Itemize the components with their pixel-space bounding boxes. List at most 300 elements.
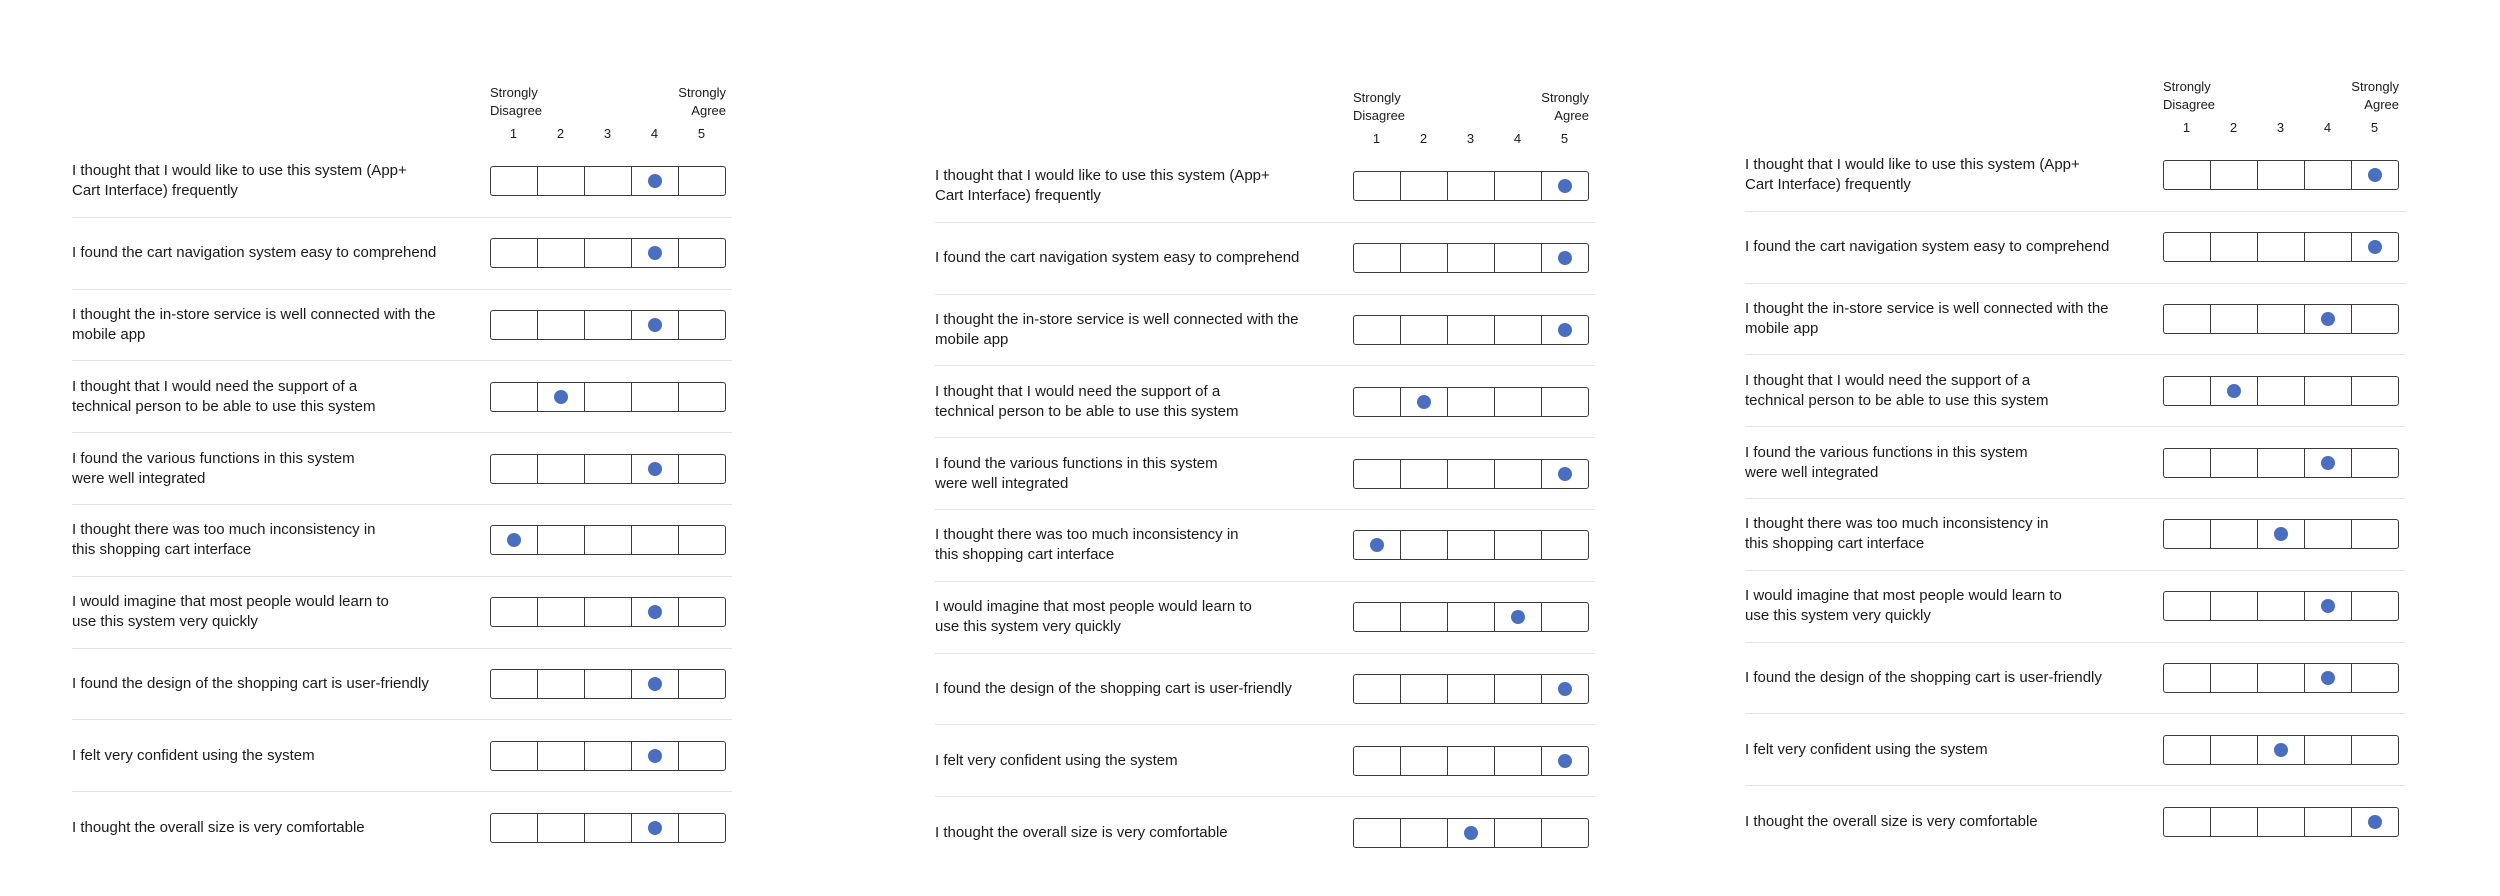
- likert-option-5[interactable]: [2352, 377, 2398, 405]
- likert-option-5[interactable]: [2352, 449, 2398, 477]
- question-statement: I thought that I would need the support of a technical person to be able to use this system: [72, 377, 376, 415]
- likert-option-5[interactable]: [2352, 161, 2398, 189]
- likert-option-4[interactable]: [2305, 592, 2352, 620]
- likert-option-3[interactable]: [2258, 520, 2305, 548]
- selected-rating-dot: [648, 462, 662, 476]
- scale-number-1: 1: [1372, 131, 1381, 146]
- question-statement: I would imagine that most people would learn to use this system very quickly: [72, 593, 389, 631]
- scale-numbers: [1353, 131, 1589, 147]
- strongly-disagree-label: Strongly Disagree: [490, 85, 543, 118]
- likert-option-5[interactable]: [1542, 531, 1588, 559]
- likert-scale: [490, 166, 726, 196]
- likert-option-3[interactable]: [585, 814, 632, 842]
- question-row: [1745, 643, 2405, 715]
- question-row: [935, 295, 1595, 367]
- likert-option-4[interactable]: [1495, 675, 1542, 703]
- question-statement: I thought there was too much inconsistency in this shopping cart interface: [935, 526, 1239, 564]
- likert-option-4[interactable]: [2305, 449, 2352, 477]
- likert-scale: [490, 597, 726, 627]
- likert-option-1[interactable]: [2164, 592, 2211, 620]
- likert-option-5[interactable]: [679, 670, 725, 698]
- question-statement: I felt very confident using the system: [72, 746, 315, 764]
- likert-option-1[interactable]: [1354, 460, 1401, 488]
- likert-option-4[interactable]: [632, 742, 679, 770]
- likert-option-1[interactable]: [1354, 244, 1401, 272]
- likert-option-4[interactable]: [1495, 172, 1542, 200]
- selected-rating-dot: [2321, 456, 2335, 470]
- selected-rating-dot: [1558, 323, 1572, 337]
- question-statement: I thought the in-store service is well connected with the mobile app: [72, 305, 436, 343]
- selected-rating-dot: [648, 821, 662, 835]
- selected-rating-dot: [1417, 395, 1431, 409]
- likert-scale: [1353, 459, 1589, 489]
- likert-option-2[interactable]: [538, 383, 585, 411]
- likert-option-3[interactable]: [1448, 675, 1495, 703]
- likert-option-1[interactable]: [491, 455, 538, 483]
- question-row: [1745, 140, 2405, 212]
- likert-option-3[interactable]: [585, 167, 632, 195]
- selected-rating-dot: [2321, 671, 2335, 685]
- likert-scale: [490, 669, 726, 699]
- scale-number-3: 3: [1466, 131, 1475, 146]
- question-row: [72, 792, 732, 863]
- likert-option-3[interactable]: [1448, 388, 1495, 416]
- likert-option-2[interactable]: [538, 239, 585, 267]
- likert-option-5[interactable]: [2352, 520, 2398, 548]
- likert-option-2[interactable]: [1401, 747, 1448, 775]
- selected-rating-dot: [2321, 599, 2335, 613]
- likert-option-4[interactable]: [2305, 161, 2352, 189]
- question-row: [935, 725, 1595, 797]
- likert-scale: [2163, 448, 2399, 478]
- question-row: [935, 438, 1595, 510]
- question-statement: I found the various functions in this system were well integrated: [935, 454, 1218, 492]
- scale-header: [2163, 78, 2399, 138]
- likert-option-5[interactable]: [679, 814, 725, 842]
- selected-rating-dot: [1558, 467, 1572, 481]
- likert-scale: [1353, 387, 1589, 417]
- likert-option-5[interactable]: [1542, 603, 1588, 631]
- likert-option-3[interactable]: [2258, 161, 2305, 189]
- question-row: [1745, 355, 2405, 427]
- question-row: [72, 218, 732, 290]
- likert-option-1[interactable]: [1354, 675, 1401, 703]
- likert-option-5[interactable]: [679, 598, 725, 626]
- selected-rating-dot: [648, 246, 662, 260]
- likert-option-3[interactable]: [585, 383, 632, 411]
- likert-option-5[interactable]: [2352, 592, 2398, 620]
- likert-scale: [1353, 315, 1589, 345]
- selected-rating-dot: [648, 174, 662, 188]
- selected-rating-dot: [648, 677, 662, 691]
- likert-option-4[interactable]: [2305, 377, 2352, 405]
- likert-option-3[interactable]: [2258, 664, 2305, 692]
- likert-option-2[interactable]: [1401, 819, 1448, 847]
- selected-rating-dot: [554, 390, 568, 404]
- question-row: [935, 366, 1595, 438]
- scale-header: [1353, 89, 1589, 149]
- likert-option-3[interactable]: [2258, 449, 2305, 477]
- question-row: [72, 577, 732, 649]
- question-rows: [935, 151, 1595, 868]
- selected-rating-dot: [1558, 251, 1572, 265]
- likert-option-5[interactable]: [1542, 675, 1588, 703]
- likert-option-4[interactable]: [632, 814, 679, 842]
- likert-option-4[interactable]: [632, 455, 679, 483]
- likert-option-2[interactable]: [1401, 316, 1448, 344]
- scale-number-1: 1: [509, 126, 518, 141]
- likert-option-1[interactable]: [1354, 603, 1401, 631]
- likert-option-3[interactable]: [1448, 244, 1495, 272]
- likert-option-2[interactable]: [2211, 233, 2258, 261]
- likert-option-4[interactable]: [1495, 316, 1542, 344]
- likert-option-5[interactable]: [1542, 819, 1588, 847]
- likert-option-1[interactable]: [1354, 819, 1401, 847]
- likert-scale: [2163, 519, 2399, 549]
- likert-option-4[interactable]: [1495, 819, 1542, 847]
- scale-number-4: 4: [650, 126, 659, 141]
- question-rows: [72, 146, 732, 863]
- likert-option-4[interactable]: [632, 311, 679, 339]
- likert-scale: [2163, 735, 2399, 765]
- likert-option-1[interactable]: [491, 670, 538, 698]
- question-statement: I thought that I would like to use this system (App+ Cart Interface) frequently: [935, 167, 1270, 205]
- likert-scale: [2163, 663, 2399, 693]
- selected-rating-dot: [1558, 682, 1572, 696]
- likert-option-4[interactable]: [1495, 603, 1542, 631]
- scale-number-2: 2: [1419, 131, 1428, 146]
- question-statement: I thought there was too much inconsistency in this shopping cart interface: [1745, 515, 2049, 553]
- question-row: [1745, 714, 2405, 786]
- likert-option-5[interactable]: [1542, 172, 1588, 200]
- likert-option-5[interactable]: [679, 311, 725, 339]
- likert-option-2[interactable]: [1401, 244, 1448, 272]
- likert-option-3[interactable]: [585, 742, 632, 770]
- likert-option-3[interactable]: [585, 526, 632, 554]
- likert-option-3[interactable]: [585, 670, 632, 698]
- question-row: [935, 151, 1595, 223]
- likert-scale: [490, 813, 726, 843]
- likert-scale: [1353, 171, 1589, 201]
- selected-rating-dot: [2368, 168, 2382, 182]
- question-row: [72, 649, 732, 721]
- scale-numbers: [490, 126, 726, 142]
- selected-rating-dot: [1511, 610, 1525, 624]
- likert-option-3[interactable]: [2258, 736, 2305, 764]
- question-row: [935, 510, 1595, 582]
- question-row: [72, 505, 732, 577]
- scale-number-1: 1: [2182, 120, 2191, 135]
- likert-option-5[interactable]: [679, 742, 725, 770]
- scale-number-4: 4: [1513, 131, 1522, 146]
- likert-option-2[interactable]: [2211, 377, 2258, 405]
- question-row: [1745, 427, 2405, 499]
- likert-option-3[interactable]: [1448, 819, 1495, 847]
- question-row: [935, 582, 1595, 654]
- selected-rating-dot: [1558, 754, 1572, 768]
- likert-scale: [2163, 304, 2399, 334]
- scale-number-2: 2: [556, 126, 565, 141]
- selected-rating-dot: [1464, 826, 1478, 840]
- question-statement: I thought the in-store service is well connected with the mobile app: [935, 310, 1299, 348]
- selected-rating-dot: [2321, 312, 2335, 326]
- likert-option-2[interactable]: [538, 814, 585, 842]
- question-statement: I thought the overall size is very comfortable: [935, 823, 1228, 841]
- question-row: [1745, 499, 2405, 571]
- likert-scale: [490, 454, 726, 484]
- likert-option-4[interactable]: [1495, 460, 1542, 488]
- question-statement: I found the cart navigation system easy to comprehend: [935, 249, 1300, 267]
- likert-option-4[interactable]: [632, 598, 679, 626]
- selected-rating-dot: [2368, 240, 2382, 254]
- question-row: [935, 797, 1595, 868]
- question-row: [1745, 571, 2405, 643]
- likert-option-1[interactable]: [491, 526, 538, 554]
- question-statement: I thought that I would like to use this system (App+ Cart Interface) frequently: [72, 162, 407, 200]
- likert-option-1[interactable]: [2164, 233, 2211, 261]
- scale-header: [490, 84, 726, 144]
- selected-rating-dot: [1558, 179, 1572, 193]
- scale-number-5: 5: [697, 126, 706, 141]
- likert-scale: [490, 238, 726, 268]
- likert-option-2[interactable]: [1401, 388, 1448, 416]
- scale-number-5: 5: [2370, 120, 2379, 135]
- likert-option-5[interactable]: [2352, 808, 2398, 836]
- likert-option-1[interactable]: [2164, 736, 2211, 764]
- likert-option-5[interactable]: [2352, 736, 2398, 764]
- strongly-agree-label: Strongly Agree: [2351, 79, 2399, 112]
- question-statement: I found the various functions in this system were well integrated: [72, 449, 355, 487]
- selected-rating-dot: [648, 318, 662, 332]
- likert-option-1[interactable]: [2164, 808, 2211, 836]
- likert-scale: [2163, 232, 2399, 262]
- question-statement: I thought that I would need the support of a technical person to be able to use this system: [1745, 371, 2049, 409]
- selected-rating-dot: [2227, 384, 2241, 398]
- likert-scale: [490, 741, 726, 771]
- likert-scale: [2163, 376, 2399, 406]
- likert-option-2[interactable]: [1401, 172, 1448, 200]
- likert-option-5[interactable]: [2352, 233, 2398, 261]
- likert-scale: [1353, 746, 1589, 776]
- likert-option-4[interactable]: [1495, 388, 1542, 416]
- likert-scale: [1353, 674, 1589, 704]
- likert-option-3[interactable]: [2258, 377, 2305, 405]
- likert-option-5[interactable]: [1542, 244, 1588, 272]
- scale-number-2: 2: [2229, 120, 2238, 135]
- likert-option-5[interactable]: [679, 383, 725, 411]
- likert-option-3[interactable]: [2258, 592, 2305, 620]
- likert-scale: [490, 382, 726, 412]
- likert-option-2[interactable]: [538, 598, 585, 626]
- likert-scale: [1353, 243, 1589, 273]
- selected-rating-dot: [1370, 538, 1384, 552]
- likert-option-2[interactable]: [2211, 808, 2258, 836]
- question-statement: I found the cart navigation system easy to comprehend: [72, 244, 437, 262]
- likert-scale: [2163, 160, 2399, 190]
- strongly-disagree-label: Strongly Disagree: [1353, 90, 1406, 123]
- likert-option-5[interactable]: [1542, 460, 1588, 488]
- likert-option-4[interactable]: [1495, 747, 1542, 775]
- question-statement: I thought that I would need the support of a technical person to be able to use this system: [935, 382, 1239, 420]
- likert-option-1[interactable]: [1354, 172, 1401, 200]
- likert-option-1[interactable]: [491, 167, 538, 195]
- question-row: [935, 223, 1595, 295]
- likert-option-4[interactable]: [632, 526, 679, 554]
- likert-option-4[interactable]: [632, 670, 679, 698]
- likert-scale: [490, 525, 726, 555]
- likert-option-3[interactable]: [1448, 460, 1495, 488]
- likert-option-1[interactable]: [2164, 664, 2211, 692]
- likert-option-4[interactable]: [2305, 233, 2352, 261]
- question-row: [72, 361, 732, 433]
- question-statement: I thought there was too much inconsistency in this shopping cart interface: [72, 521, 376, 559]
- question-row: [1745, 212, 2405, 284]
- strongly-disagree-label: Strongly Disagree: [2163, 79, 2216, 112]
- likert-option-4[interactable]: [632, 239, 679, 267]
- likert-option-4[interactable]: [2305, 664, 2352, 692]
- question-statement: I would imagine that most people would learn to use this system very quickly: [1745, 587, 2062, 625]
- question-statement: I found the cart navigation system easy to comprehend: [1745, 238, 2110, 256]
- likert-option-3[interactable]: [1448, 172, 1495, 200]
- selected-rating-dot: [2274, 743, 2288, 757]
- likert-option-5[interactable]: [1542, 388, 1588, 416]
- likert-option-5[interactable]: [2352, 664, 2398, 692]
- likert-option-5[interactable]: [679, 239, 725, 267]
- question-statement: I thought the overall size is very comfortable: [1745, 812, 2038, 830]
- selected-rating-dot: [2274, 527, 2288, 541]
- question-row: [72, 290, 732, 362]
- likert-option-1[interactable]: [2164, 449, 2211, 477]
- likert-option-5[interactable]: [1542, 747, 1588, 775]
- likert-scale: [2163, 807, 2399, 837]
- likert-option-4[interactable]: [632, 167, 679, 195]
- likert-option-1[interactable]: [491, 311, 538, 339]
- likert-option-1[interactable]: [491, 598, 538, 626]
- likert-option-2[interactable]: [2211, 592, 2258, 620]
- question-statement: I felt very confident using the system: [1745, 740, 1988, 758]
- likert-option-2[interactable]: [2211, 161, 2258, 189]
- selected-rating-dot: [507, 533, 521, 547]
- likert-option-1[interactable]: [1354, 747, 1401, 775]
- likert-option-4[interactable]: [2305, 520, 2352, 548]
- likert-scale: [2163, 591, 2399, 621]
- scale-number-4: 4: [2323, 120, 2332, 135]
- likert-option-3[interactable]: [2258, 305, 2305, 333]
- likert-option-1[interactable]: [1354, 316, 1401, 344]
- likert-option-1[interactable]: [491, 814, 538, 842]
- likert-option-5[interactable]: [679, 526, 725, 554]
- likert-option-3[interactable]: [1448, 747, 1495, 775]
- question-statement: I found the design of the shopping cart is user-friendly: [72, 674, 429, 692]
- strongly-agree-label: Strongly Agree: [678, 85, 726, 118]
- likert-option-3[interactable]: [1448, 316, 1495, 344]
- likert-option-1[interactable]: [2164, 161, 2211, 189]
- question-statement: I found the design of the shopping cart is user-friendly: [935, 679, 1292, 697]
- likert-option-2[interactable]: [2211, 520, 2258, 548]
- likert-option-3[interactable]: [585, 598, 632, 626]
- likert-scale: [490, 310, 726, 340]
- likert-option-1[interactable]: [2164, 377, 2211, 405]
- likert-option-1[interactable]: [491, 383, 538, 411]
- question-row: [1745, 786, 2405, 857]
- likert-option-4[interactable]: [632, 383, 679, 411]
- likert-option-3[interactable]: [585, 239, 632, 267]
- likert-option-2[interactable]: [538, 526, 585, 554]
- likert-option-2[interactable]: [1401, 675, 1448, 703]
- likert-option-4[interactable]: [2305, 736, 2352, 764]
- likert-option-2[interactable]: [2211, 736, 2258, 764]
- likert-option-4[interactable]: [2305, 808, 2352, 836]
- likert-option-2[interactable]: [1401, 531, 1448, 559]
- likert-option-2[interactable]: [1401, 460, 1448, 488]
- question-statement: I found the design of the shopping cart is user-friendly: [1745, 668, 2102, 686]
- likert-option-4[interactable]: [1495, 244, 1542, 272]
- likert-option-3[interactable]: [1448, 531, 1495, 559]
- likert-scale: [1353, 530, 1589, 560]
- likert-option-2[interactable]: [1401, 603, 1448, 631]
- question-row: [935, 654, 1595, 726]
- question-statement: I felt very confident using the system: [935, 751, 1178, 769]
- question-statement: I thought that I would like to use this system (App+ Cart Interface) frequently: [1745, 156, 2080, 194]
- likert-option-3[interactable]: [2258, 233, 2305, 261]
- likert-option-5[interactable]: [2352, 305, 2398, 333]
- likert-scale: [1353, 818, 1589, 848]
- question-row: [1745, 284, 2405, 356]
- question-statement: I thought the in-store service is well connected with the mobile app: [1745, 299, 2109, 337]
- scale-number-5: 5: [1560, 131, 1569, 146]
- selected-rating-dot: [648, 749, 662, 763]
- question-row: [72, 146, 732, 218]
- likert-option-5[interactable]: [679, 455, 725, 483]
- question-row: [72, 433, 732, 505]
- likert-option-5[interactable]: [679, 167, 725, 195]
- likert-option-3[interactable]: [1448, 603, 1495, 631]
- likert-option-1[interactable]: [491, 239, 538, 267]
- scale-numbers: [2163, 120, 2399, 136]
- likert-option-1[interactable]: [2164, 520, 2211, 548]
- scale-number-3: 3: [2276, 120, 2285, 135]
- likert-option-2[interactable]: [2211, 449, 2258, 477]
- question-rows: [1745, 140, 2405, 857]
- selected-rating-dot: [648, 605, 662, 619]
- strongly-agree-label: Strongly Agree: [1541, 90, 1589, 123]
- likert-option-3[interactable]: [585, 455, 632, 483]
- likert-option-3[interactable]: [585, 311, 632, 339]
- likert-option-4[interactable]: [1495, 531, 1542, 559]
- likert-option-2[interactable]: [538, 311, 585, 339]
- likert-option-1[interactable]: [1354, 388, 1401, 416]
- likert-option-4[interactable]: [2305, 305, 2352, 333]
- likert-scale: [1353, 602, 1589, 632]
- question-statement: I would imagine that most people would learn to use this system very quickly: [935, 598, 1252, 636]
- likert-option-2[interactable]: [538, 742, 585, 770]
- likert-option-2[interactable]: [538, 670, 585, 698]
- selected-rating-dot: [2368, 815, 2382, 829]
- question-statement: I found the various functions in this system were well integrated: [1745, 443, 2028, 481]
- likert-option-5[interactable]: [1542, 316, 1588, 344]
- likert-option-1[interactable]: [491, 742, 538, 770]
- question-row: [72, 720, 732, 792]
- likert-option-2[interactable]: [2211, 305, 2258, 333]
- likert-option-3[interactable]: [2258, 808, 2305, 836]
- likert-option-1[interactable]: [1354, 531, 1401, 559]
- question-statement: I thought the overall size is very comfortable: [72, 818, 365, 836]
- scale-number-3: 3: [603, 126, 612, 141]
- likert-option-2[interactable]: [538, 455, 585, 483]
- likert-option-1[interactable]: [2164, 305, 2211, 333]
- likert-option-2[interactable]: [538, 167, 585, 195]
- likert-option-2[interactable]: [2211, 664, 2258, 692]
